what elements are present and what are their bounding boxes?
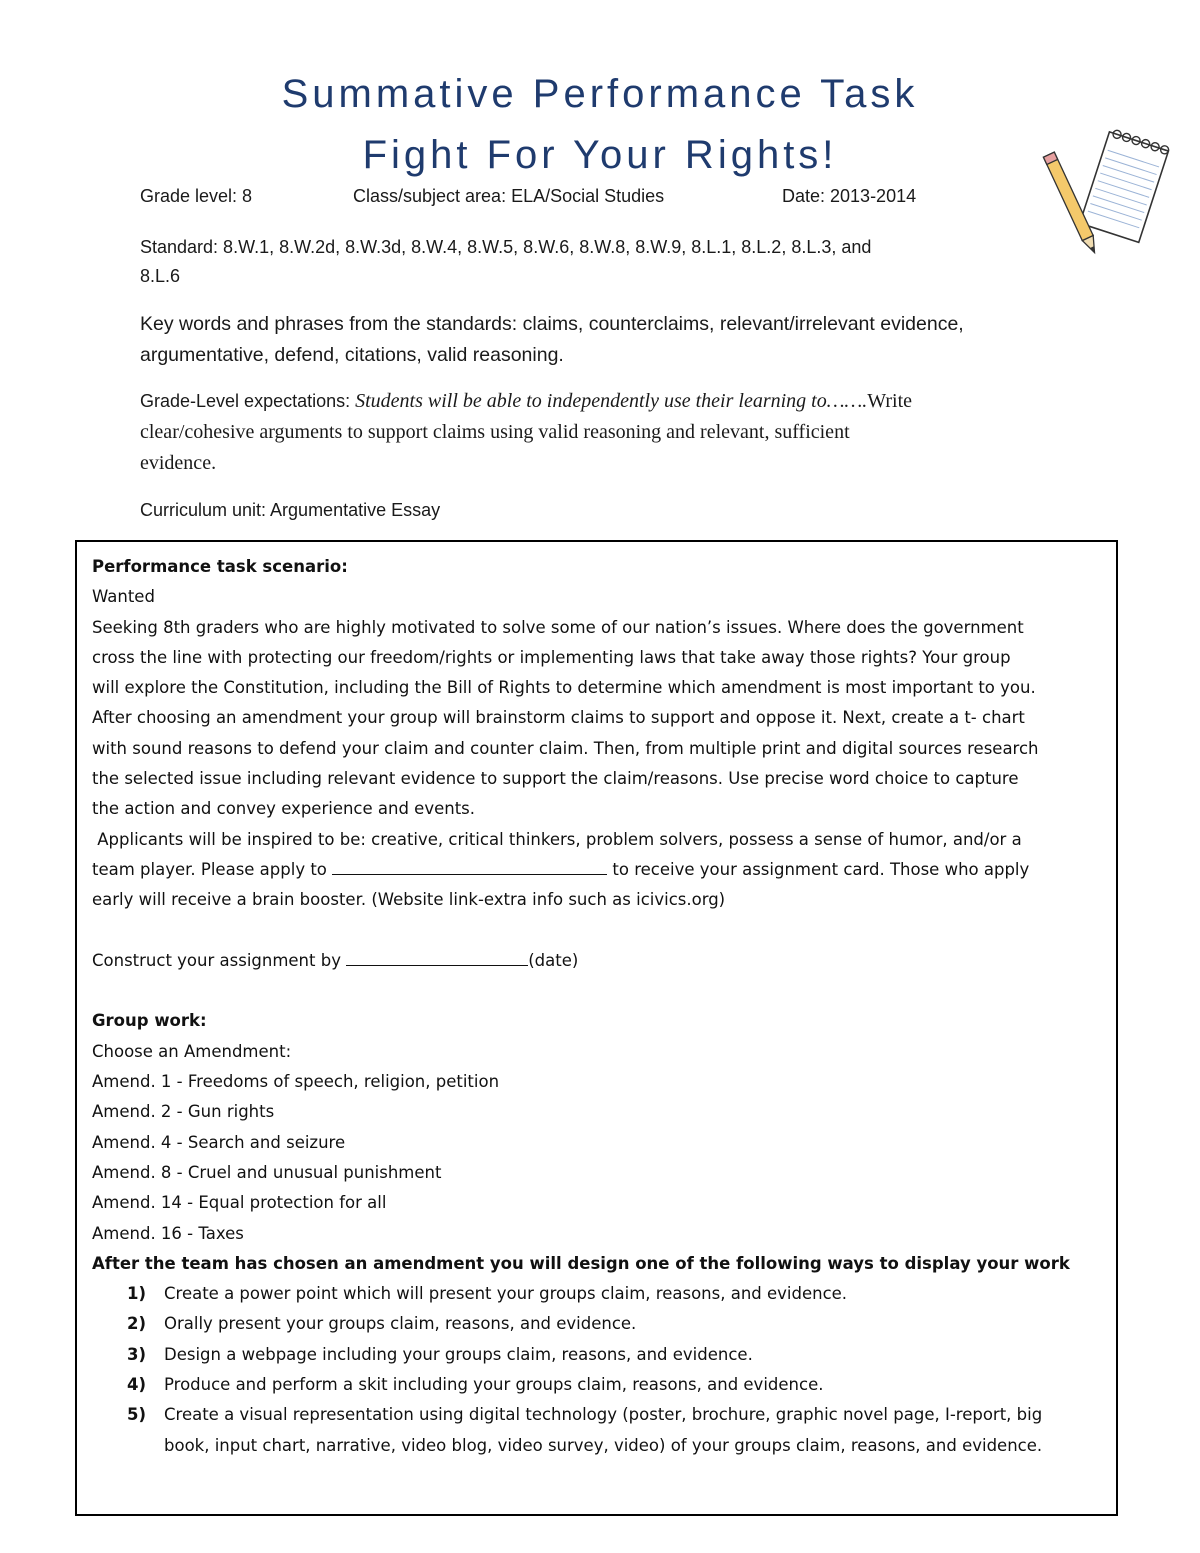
wanted-text: Wanted	[92, 587, 155, 607]
choose-amendment: Choose an Amendment:	[92, 1041, 292, 1061]
scenario-line: the selected issue including relevant evidence to support the claim/reasons. Use precise word choice to capture	[92, 769, 1019, 789]
subject-area: Class/subject area: ELA/Social Studies	[353, 186, 665, 206]
list-item	[92, 1340, 1102, 1370]
grade-level-expectations	[140, 386, 1100, 479]
amendment-item: Amend. 16 - Taxes	[92, 1223, 244, 1243]
amendment-item: Amend. 8 - Cruel and unusual punishment	[92, 1162, 442, 1182]
page-subtitle: Fight For Your Rights!	[362, 133, 838, 177]
gle-text: Write	[867, 390, 913, 412]
after-heading: After the team has chosen an amendment you will design one of the following ways to display your work	[92, 1253, 1070, 1273]
amendment-item: Amend. 1 - Freedoms of speech, religion, petition	[92, 1072, 500, 1092]
date-field: Date: 2013-2014	[782, 186, 917, 206]
list-number: 1)	[127, 1284, 147, 1304]
gle-label: Grade-Level expectations:	[140, 391, 356, 411]
amendment-item: Amend. 2 - Gun rights	[92, 1102, 275, 1122]
scenario-line: the action and convey experience and events.	[92, 799, 476, 819]
amendment-item: Amend. 4 - Search and seizure	[92, 1132, 346, 1152]
group-work-heading: Group work:	[92, 1011, 207, 1031]
list-number: 4)	[127, 1375, 147, 1395]
date-blank	[346, 947, 528, 966]
construct-text: (date)	[528, 950, 579, 970]
gle-italic: Students will be able to independently use their learning to…….	[355, 390, 868, 412]
curriculum-unit: Curriculum unit: Argumentative Essay	[140, 500, 441, 520]
apply-text: to receive your assignment card. Those who apply	[607, 859, 1030, 879]
standards-line: 8.L.6	[140, 266, 181, 286]
grade-level: Grade level: 8	[140, 186, 253, 206]
apply-line	[92, 855, 1102, 885]
construct-line	[92, 946, 1102, 976]
list-text: Design a webpage including your groups claim, reasons, and evidence.	[164, 1344, 753, 1364]
performance-task-box	[75, 540, 1118, 1516]
list-number: 3)	[127, 1344, 147, 1364]
key-words-line: argumentative, defend, citations, valid reasoning.	[140, 344, 564, 366]
performance-task-content	[92, 552, 1102, 1461]
list-item	[92, 1309, 1102, 1339]
list-text: Produce and perform a skit including your groups claim, reasons, and evidence.	[164, 1375, 824, 1395]
list-text: book, input chart, narrative, video blog, video survey, video) of your groups claim, reasons, and evidence.	[164, 1435, 1043, 1455]
gle-text: clear/cohesive arguments to support claims using valid reasoning and relevant, sufficient	[140, 421, 850, 443]
list-number: 5)	[127, 1405, 147, 1425]
amendment-item: Amend. 14 - Equal protection for all	[92, 1193, 387, 1213]
scenario-line: After choosing an amendment your group will brainstorm claims to support and oppose it. Next, create a t- chart	[92, 708, 1025, 728]
display-ways-list	[92, 1279, 1102, 1461]
scenario-line: with sound reasons to defend your claim and counter claim. Then, from multiple print and digital sources research	[92, 738, 1039, 758]
list-item	[92, 1370, 1102, 1400]
key-words	[140, 309, 1040, 371]
gle-text: evidence.	[140, 452, 217, 474]
standards-line: Standard: 8.W.1, 8.W.2d, 8.W.3d, 8.W.4, 8.W.5, 8.W.6, 8.W.8, 8.W.9, 8.L.1, 8.L.2, 8.L.3, and	[140, 237, 872, 257]
page-title: Summative Performance Task	[281, 72, 919, 116]
notepad-pencil-icon	[1040, 120, 1170, 270]
apply-blank	[332, 856, 607, 875]
list-text: Create a visual representation using digital technology (poster, brochure, graphic novel page, I-report, big	[164, 1405, 1043, 1425]
standards	[140, 233, 1040, 291]
list-text: Orally present your groups claim, reasons, and evidence.	[164, 1314, 637, 1334]
list-item	[92, 1279, 1102, 1309]
scenario-line: will explore the Constitution, including the Bill of Rights to determine which amendment is most important to you.	[92, 678, 1036, 698]
scenario-line: cross the line with protecting our freedom/rights or implementing laws that take away those rights? Your group	[92, 647, 1011, 667]
list-item	[92, 1400, 1102, 1461]
construct-text: Construct your assignment by	[92, 950, 347, 970]
list-text: Create a power point which will present your groups claim, reasons, and evidence.	[164, 1284, 848, 1304]
apply-text: team player. Please apply to	[92, 859, 333, 879]
scenario-line: Applicants will be inspired to be: creative, critical thinkers, problem solvers, possess a sense of humor, and/or a	[92, 829, 1022, 849]
scenario-line: Seeking 8th graders who are highly motivated to solve some of our nation’s issues. Where does the government	[92, 617, 1024, 637]
scenario-heading: Performance task scenario:	[92, 557, 348, 576]
list-number: 2)	[127, 1314, 147, 1334]
key-words-line: Key words and phrases from the standards: claims, counterclaims, relevant/irrelevant evidence,	[140, 313, 964, 335]
scenario-line: early will receive a brain booster. (Website link-extra info such as icivics.org)	[92, 890, 726, 910]
